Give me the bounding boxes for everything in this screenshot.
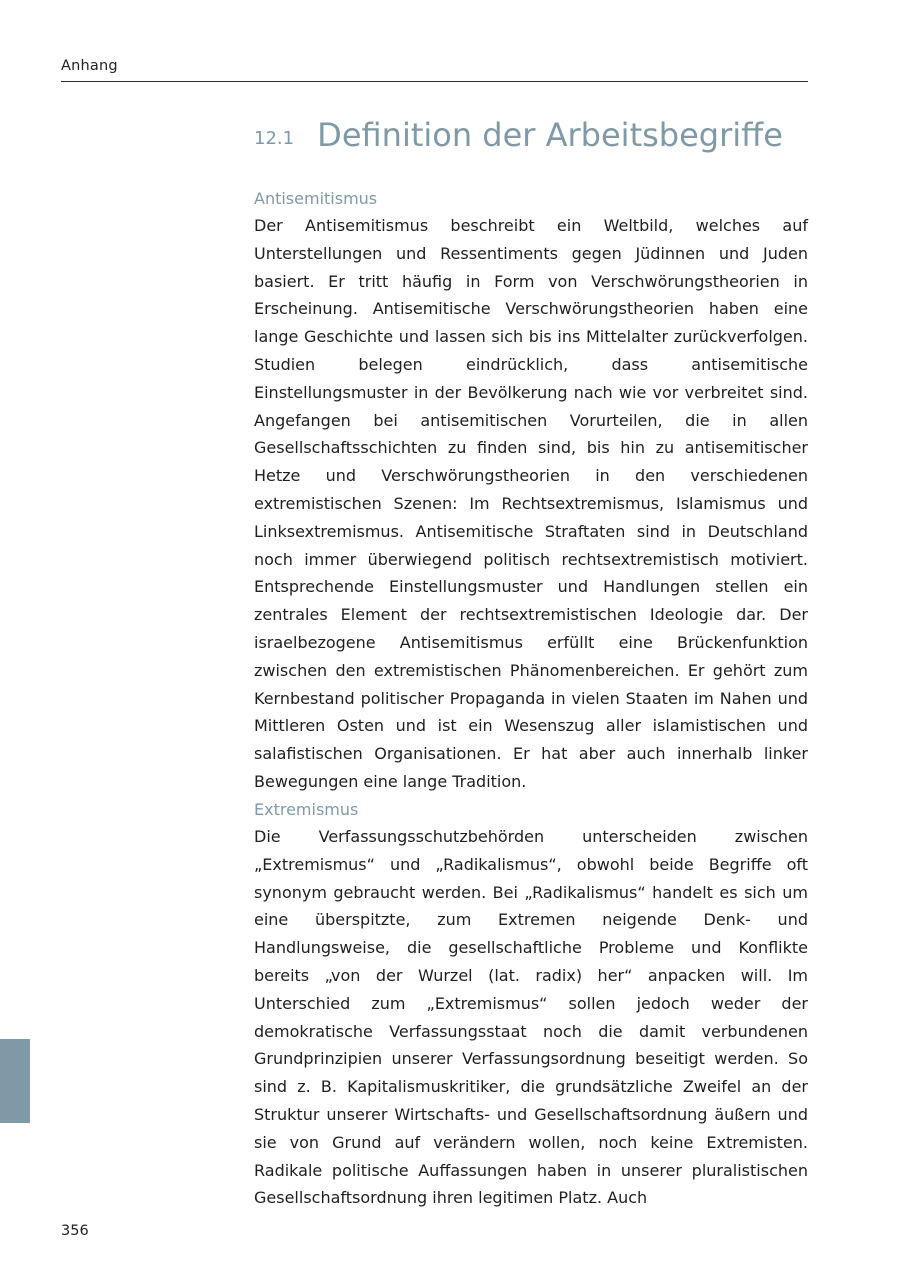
- entry-text: Der Antisemitismus beschreibt ein Weltbild, welches auf Unterstellungen und Ressentiments gegen Jüdinnen und Juden basiert. Er tritt häufig in Form von Verschwörungstheorien in Erscheinung. Antisemitische Verschwörungstheorien haben eine lange Geschichte und lassen sich bis ins Mittelalter zurückverfolgen. Studien belegen eindrücklich, dass antisemitische Einstellungsmuster in der Bevölkerung nach wie vor verbreitet sind. Angefangen bei antisemitischen Vorurteilen, die in allen Gesellschaftsschichten zu finden sind, bis hin zu antisemitischer Hetze und Verschwörungstheorien in den verschiedenen extremistischen Szenen: Im Rechtsextremismus, Islamismus und Linksextremismus. Antisemitische Straftaten sind in Deutschland noch immer überwiegend politisch rechtsextremistisch motiviert. Entsprechende Einstellungsmuster und Handlungen stellen ein zentrales Element der rechtsextremistischen Ideologie dar. Der israelbezogene Antisemitismus erfüllt eine Brückenfunktion zwischen den extremistischen Phänomenbereichen. Er gehört zum Kernbestand politischer Propaganda in vielen Staaten im Nahen und Mittleren Osten und ist ein Wesenszug aller islamistischen und salafistischen Organisationen. Er hat aber auch innerhalb linker Bewegungen eine lange Tradition.: [254, 216, 808, 791]
- section-heading: [254, 116, 814, 154]
- entry-antisemitismus: [254, 186, 808, 796]
- entry-text: Die Verfassungsschutzbehörden unterscheiden zwischen „Extremismus“ und „Radikalismus“, obwohl beide Begriffe oft synonym gebraucht werden. Bei „Radikalismus“ handelt es sich um eine überspitzte, zum Extremen neigende Denk- und Handlungsweise, die gesellschaftliche Probleme und Konflikte bereits „von der Wurzel (lat. radix) her“ anpacken will. Im Unterschied zum „Extremismus“ sollen jedoch weder der demokratische Verfassungsstaat noch die damit verbundenen Grundprinzipien unserer Verfassungsordnung beseitigt werden. So sind z. B. Kapitalismuskritiker, die grundsätzliche Zweifel an der Struktur unserer Wirtschafts- und Gesellschaftsordnung äußern und sie von Grund auf verändern wollen, noch keine Extremisten. Radikale politische Auffassungen haben in unserer pluralistischen Gesellschaftsordnung ihren legitimen Platz. Auch: [254, 827, 808, 1208]
- header-divider: [61, 81, 808, 82]
- section-number: 12.1: [254, 128, 295, 149]
- chapter-margin-tab: [0, 1039, 30, 1123]
- page-number: 356: [61, 1223, 89, 1239]
- entry-term: Antisemitismus: [254, 189, 378, 208]
- entry-term: Extremismus: [254, 800, 359, 819]
- entry-extremismus: [254, 797, 808, 1212]
- section-title: Definition der Arbeitsbegriffe: [317, 116, 783, 154]
- running-head: Anhang: [61, 58, 118, 74]
